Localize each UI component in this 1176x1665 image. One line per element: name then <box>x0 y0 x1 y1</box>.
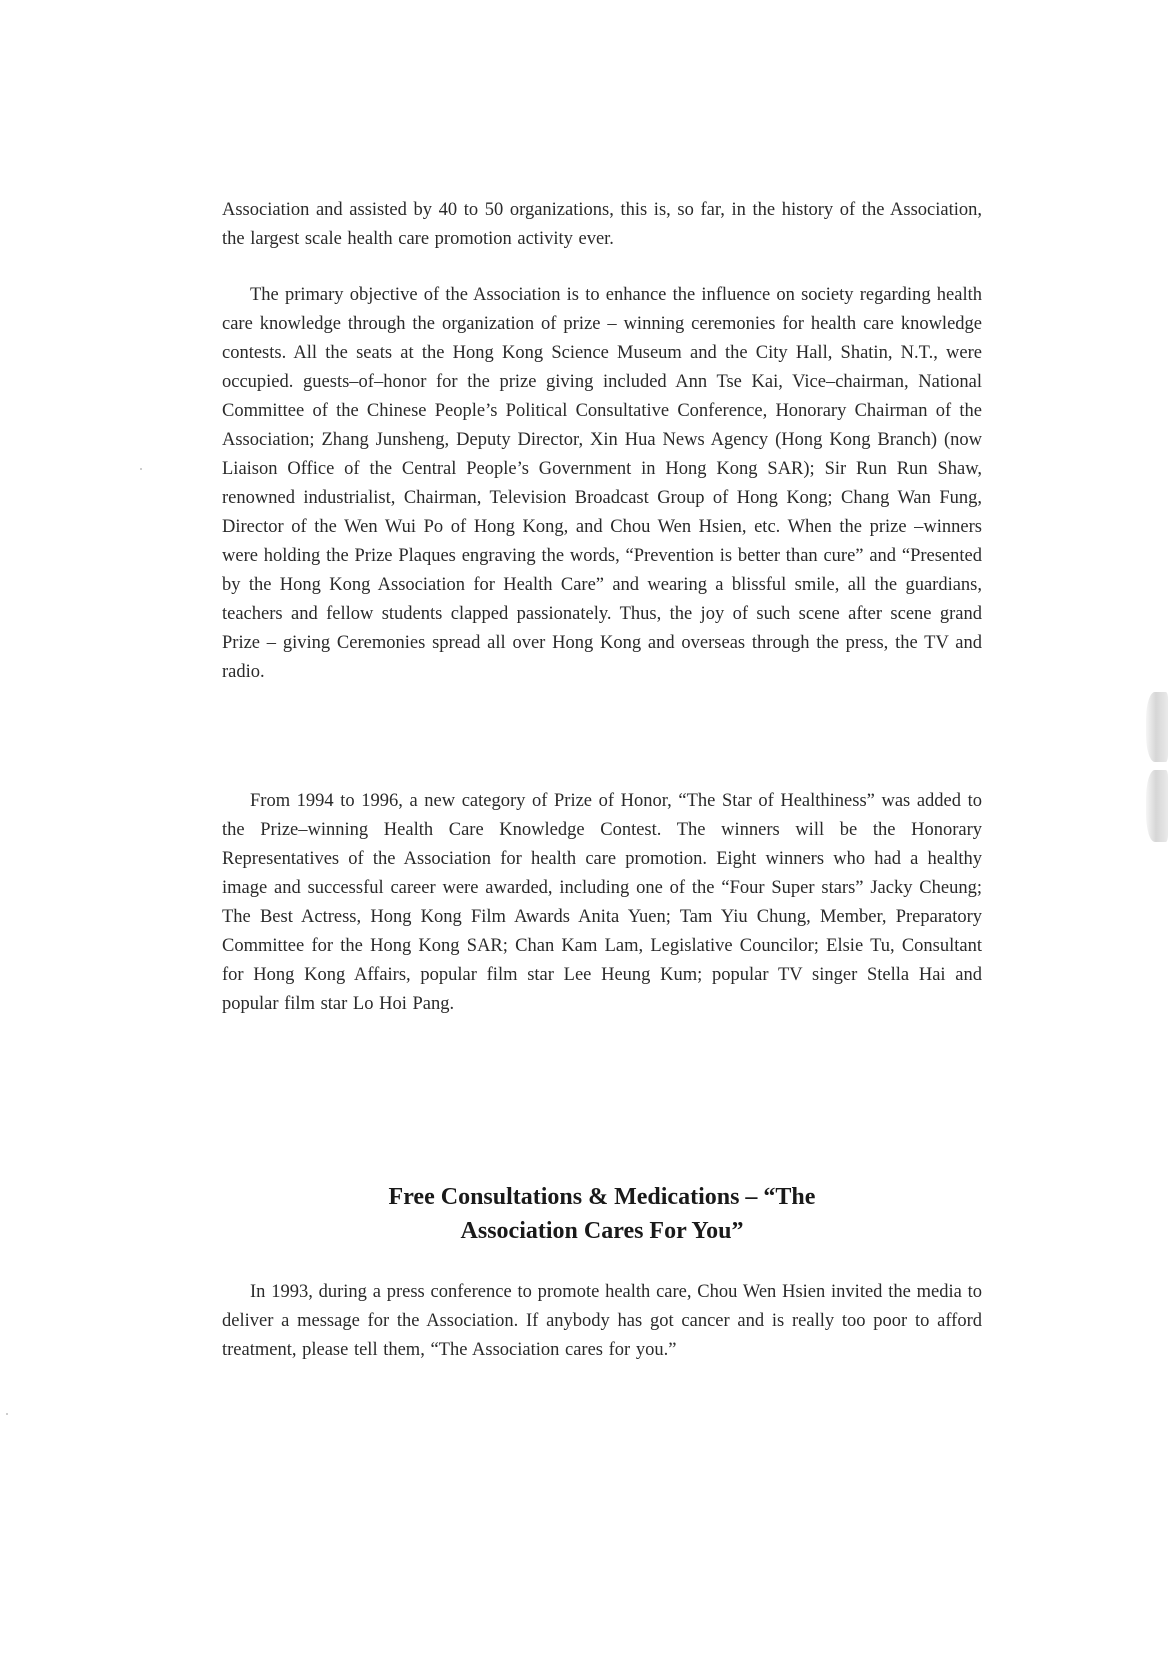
paragraph-primary-objective: The primary objective of the Association is to enhance the influence on society regarding health care knowledge through the organization of prize – winning ceremonies for health care knowledge contests. All the seats at the Hong Kong Science Museum and the City Hall, Shatin, N.T., were occupied. guests–of–honor for the prize giving included Ann Tse Kai, Vice–chairman, National Committee of the Chinese People’s Political Consultative Conference, Honorary Chairman of the Association; Zhang Junsheng, Deputy Director, Xin Hua News Agency (Hong Kong Branch) (now Liaison Office of the Central People’s Government in Hong Kong SAR); Sir Run Run Shaw, renowned industrialist, Chairman, Television Broadcast Group of Hong Kong; Chang Wan Fung, Director of the Wen Wui Po of Hong Kong, and Chou Wen Hsien, etc. When the prize –winners were holding the Prize Plaques engraving the words, “Prevention is better than cure” and “Presented by the Hong Kong Association for Health Care” and wearing a blissful smile, all the guardians, teachers and fellow students clapped passionately. Thus, the joy of such scene after scene grand Prize – giving Ceremonies spread all over Hong Kong and overseas through the press, the TV and radio. <box>222 285 982 682</box>
section-heading-line-1: Free Consultations & Medications – “The <box>388 1184 816 1210</box>
paragraph-association-scale: Association and assisted by 40 to 50 organizations, this is, so far, in the history of the Association, the largest scale health care promotion activity ever. <box>222 200 982 249</box>
section-heading <box>222 1180 982 1248</box>
scan-dust-speck <box>140 468 142 470</box>
paragraph-star-of-healthiness: From 1994 to 1996, a new category of Prize of Honor, “The Star of Healthiness” was added to the Prize–winning Health Care Knowledge Contest. The winners will be the Honorary Representatives of the Association for health care promotion. Eight winners who had a healthy image and successful career were awarded, including one of the “Four Super stars” Jacky Cheung; The Best Actress, Hong Kong Film Awards Anita Yuen; Tam Yiu Chung, Member, Preparatory Committee for the Hong Kong SAR; Chan Kam Lam, Legislative Councilor; Elsie Tu, Consultant for Hong Kong Affairs, popular film star Lee Heung Kum; popular TV singer Stella Hai and popular film star Lo Hoi Pang. <box>222 791 982 1014</box>
scan-edge-mark-lower <box>1146 770 1168 842</box>
scan-edge-mark-upper <box>1146 692 1168 762</box>
paragraph-press-conference-1993: In 1993, during a press conference to promote health care, Chou Wen Hsien invited the media to deliver a message for the Association. If anybody has got cancer and is really too poor to afford treatment, please tell them, “The Association cares for you.” <box>222 1282 982 1360</box>
scan-dust-speck <box>6 1413 8 1415</box>
section-heading-line-2: Association Cares For You” <box>460 1218 744 1244</box>
